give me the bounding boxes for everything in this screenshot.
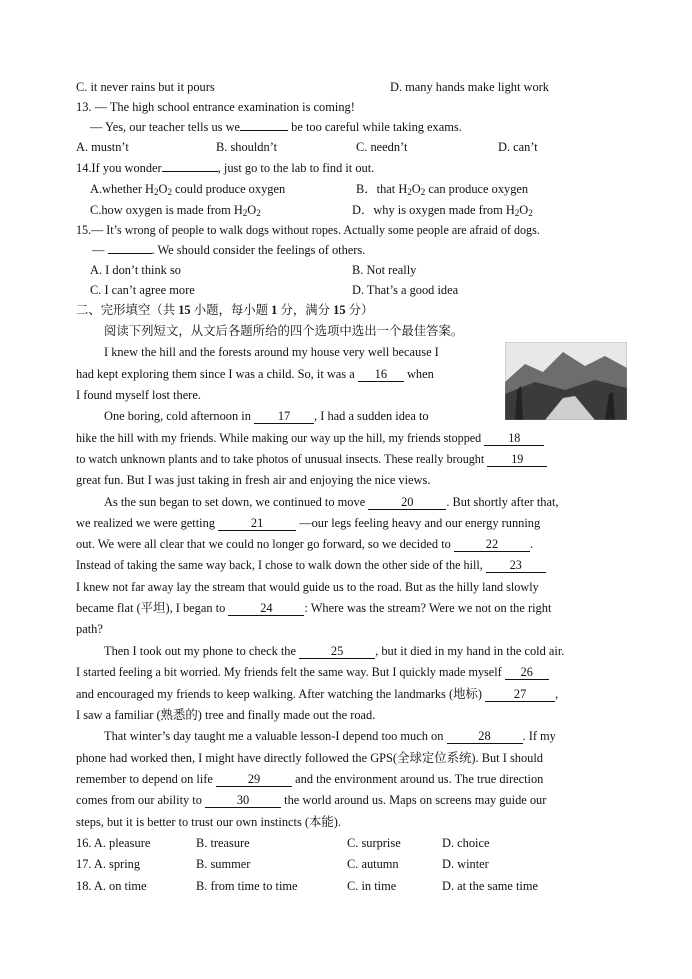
q16-option-d: D. choice [442, 836, 490, 850]
q13-reply [90, 119, 462, 135]
q14-option-c [90, 202, 261, 221]
p5-line4-a: comes from our ability to [76, 793, 202, 807]
q18-option-d: D. at the same time [442, 879, 538, 893]
p3-line7: path? [76, 622, 103, 636]
q13-stem: 13. — The high school entrance examination is coming! [76, 100, 355, 114]
q14-d-sub2: 2 [528, 208, 533, 218]
blank-30: 30 [205, 794, 281, 808]
p3-line6 [76, 600, 551, 616]
q13-reply-b: be too careful while taking exams. [291, 120, 462, 134]
p4-line1-a: Then I took out my phone to check the [104, 644, 297, 658]
p5-line1-b: . If my [522, 729, 556, 743]
q14-a-sub2: 2 [167, 187, 172, 197]
p1-line3: I found myself lost there. [76, 388, 201, 402]
q14-a-post: could produce oxygen [171, 182, 286, 196]
q14-b-o: O [411, 182, 421, 196]
heading-part-c: 分，满分 [277, 303, 334, 317]
q17-option-d: D. winter [442, 857, 489, 871]
q18-option-c: C. in time [347, 879, 397, 893]
heading-total: 15 [333, 303, 346, 317]
q14-a-o: O [158, 182, 168, 196]
q13-option-c: C. needn’t [356, 140, 408, 154]
q14-c-pre: C.how oxygen is made from H [90, 203, 243, 217]
q14-d-sub1: 2 [514, 208, 520, 218]
p3-line2-a: we realized we were getting [76, 516, 215, 530]
p3-line1-a: As the sun began to set down, we continued to move [104, 495, 366, 509]
blank-25: 25 [299, 645, 375, 659]
blank-16: 16 [358, 368, 404, 382]
q14-c-sub1: 2 [242, 208, 248, 218]
q15-option-d: D. That’s a good idea [352, 283, 459, 297]
p4-line2-a: I started feeling a bit worried. My friends felt the same way. But I quickly made myself [76, 665, 502, 679]
q14-stem [76, 160, 374, 176]
q14-c-o: O [247, 203, 257, 217]
heading-part-d: 分） [345, 303, 374, 317]
landscape-photo-icon [505, 342, 627, 420]
q15-option-b: B. Not really [352, 263, 417, 277]
q16-option-c: C. surprise [347, 836, 401, 850]
p3-line3 [76, 536, 533, 552]
p1-line2-a: had kept exploring them since I was a child. So, it was a [76, 367, 355, 381]
q14-d-pre: D．why is oxygen made from H [352, 203, 515, 217]
q15-option-a: A. I don’t think so [90, 263, 181, 277]
q16-option-a: 16. A. pleasure [76, 836, 151, 850]
p1-line2-b: when [406, 367, 434, 381]
p5-line1 [104, 728, 556, 744]
q15-reply [92, 242, 365, 258]
q14-b-post: can produce oxygen [425, 182, 529, 196]
q15-reply-b: . We should consider the feelings of others. [151, 243, 366, 257]
p2-line2-a: hike the hill with my friends. While making our way up the hill, my friends stopped [76, 431, 482, 445]
p4-line1 [104, 643, 564, 659]
q17-option-b: B. summer [196, 857, 251, 871]
blank-28: 28 [447, 730, 523, 744]
q18-option-a: 18. A. on time [76, 879, 147, 893]
blank-22: 22 [454, 538, 530, 552]
q17-option-a: 17. A. spring [76, 857, 141, 871]
q14-a-pre: A.whether H [90, 182, 154, 196]
q14-stem-b: , just go to the lab to find it out. [217, 161, 375, 175]
blank-26: 26 [505, 666, 549, 680]
p4-line3-a: and encouraged my friends to keep walking. After watching the landmarks (地标) [76, 687, 483, 701]
q13-option-a: A. mustn’t [76, 140, 129, 154]
q14-a-sub1: 2 [154, 187, 159, 197]
q18-option-b: B. from time to time [196, 879, 298, 893]
p5-line4-b: the world around us. Maps on screens may guide our [284, 793, 547, 807]
blank-19: 19 [487, 453, 547, 467]
q13-reply-a: — Yes, our teacher tells us we [90, 120, 241, 134]
blank-17: 17 [254, 410, 314, 424]
heading-count: 15 [178, 303, 191, 317]
p1-line2 [76, 366, 434, 382]
q14-b-pre: B．that H [356, 182, 408, 196]
blank-24: 24 [228, 602, 304, 616]
section-heading [76, 302, 373, 318]
q14-option-a [90, 181, 285, 200]
q13-blank [240, 130, 288, 131]
q14-option-d [352, 202, 533, 221]
p2-line3 [76, 451, 547, 467]
blank-21: 21 [218, 517, 296, 531]
heading-part-a: 二、完形填空（共 [76, 303, 179, 317]
section-instruction: 阅读下列短文，从文后各题所给的四个选项中选出一个最佳答案。 [104, 324, 464, 338]
q17-option-c: C. autumn [347, 857, 399, 871]
q14-option-b [356, 181, 528, 200]
p4-line4: I saw a familiar (熟悉的) tree and finally made out the road. [76, 708, 376, 722]
q15-reply-a: — [92, 243, 105, 257]
p3-line1 [104, 494, 559, 510]
p3-line4-a: Instead of taking the same way back, I chose to walk down the other side of the hill, [76, 558, 483, 572]
q15-blank [108, 253, 152, 254]
p2-line4: great fun. But I was just taking in fresh air and enjoying the nice views. [76, 473, 431, 487]
p2-line3-a: to watch unknown plants and to take photos of unusual insects. These really brought [76, 452, 485, 466]
blank-18: 18 [484, 432, 544, 446]
p5-line3-b: and the environment around us. The true direction [295, 772, 544, 786]
p3-line6-a: became flat (平坦), I began to [76, 601, 226, 615]
q14-b-sub1: 2 [407, 187, 412, 197]
p2-line2 [76, 430, 544, 446]
p5-line5: steps, but it is better to trust our own instincts (本能). [76, 815, 342, 829]
p2-line1 [104, 408, 429, 424]
q14-c-sub2: 2 [256, 208, 261, 218]
heading-points: 1 [271, 303, 278, 317]
q15-option-c: C. I can’t agree more [90, 283, 195, 297]
q15-stem: 15.— It’s wrong of people to walk dogs without ropes. Actually some people are afraid of dogs. [76, 223, 540, 237]
p3-line1-b: . But shortly after that, [446, 495, 559, 509]
p3-line6-b: : Where was the stream? Were we not on the right [304, 601, 552, 615]
q13-option-d: D. can’t [498, 140, 538, 154]
p4-line2 [76, 664, 549, 680]
p5-line3 [76, 771, 543, 787]
q12-option-d: D. many hands make light work [390, 80, 549, 94]
p2-line1-b: , I had a sudden idea to [314, 409, 429, 423]
p3-line4 [76, 557, 546, 573]
p4-line3 [76, 686, 558, 702]
p5-line2: phone had worked then, I might have directly followed the GPS(全球定位系统). But I should [76, 751, 543, 765]
q14-d-o: O [519, 203, 529, 217]
p5-line3-a: remember to depend on life [76, 772, 213, 786]
p5-line4 [76, 792, 546, 808]
p2-line1-a: One boring, cold afternoon in [104, 409, 251, 423]
p3-line3-a: out. We were all clear that we could no longer go forward, so we decided to [76, 537, 451, 551]
q14-stem-a: 14.If you wonder [76, 161, 162, 175]
q14-b-sub2: 2 [420, 187, 426, 197]
p4-line3-b: , [555, 687, 559, 701]
p4-line1-b: , but it died in my hand in the cold air. [375, 644, 565, 658]
p3-line5: I knew not far away lay the stream that would guide us to the road. But as the hilly land slowly [76, 580, 539, 594]
q16-option-b: B. treasure [196, 836, 250, 850]
q14-blank [162, 171, 218, 172]
heading-part-b: 小题，每小题 [190, 303, 272, 317]
p3-line2 [76, 515, 540, 531]
blank-29: 29 [216, 773, 292, 787]
blank-27: 27 [485, 688, 555, 702]
q13-option-b: B. shouldn’t [216, 140, 278, 154]
p5-line1-a: That winter’s day taught me a valuable lesson-I depend too much on [104, 729, 444, 743]
p3-line2-b: —our legs feeling heavy and our energy running [299, 516, 541, 530]
blank-23: 23 [486, 559, 546, 573]
q12-option-c: C. it never rains but it pours [76, 80, 215, 94]
blank-20: 20 [368, 496, 446, 510]
p1-line1: I knew the hill and the forests around my house very well because I [104, 345, 439, 359]
p3-line3-b: . [529, 537, 534, 551]
